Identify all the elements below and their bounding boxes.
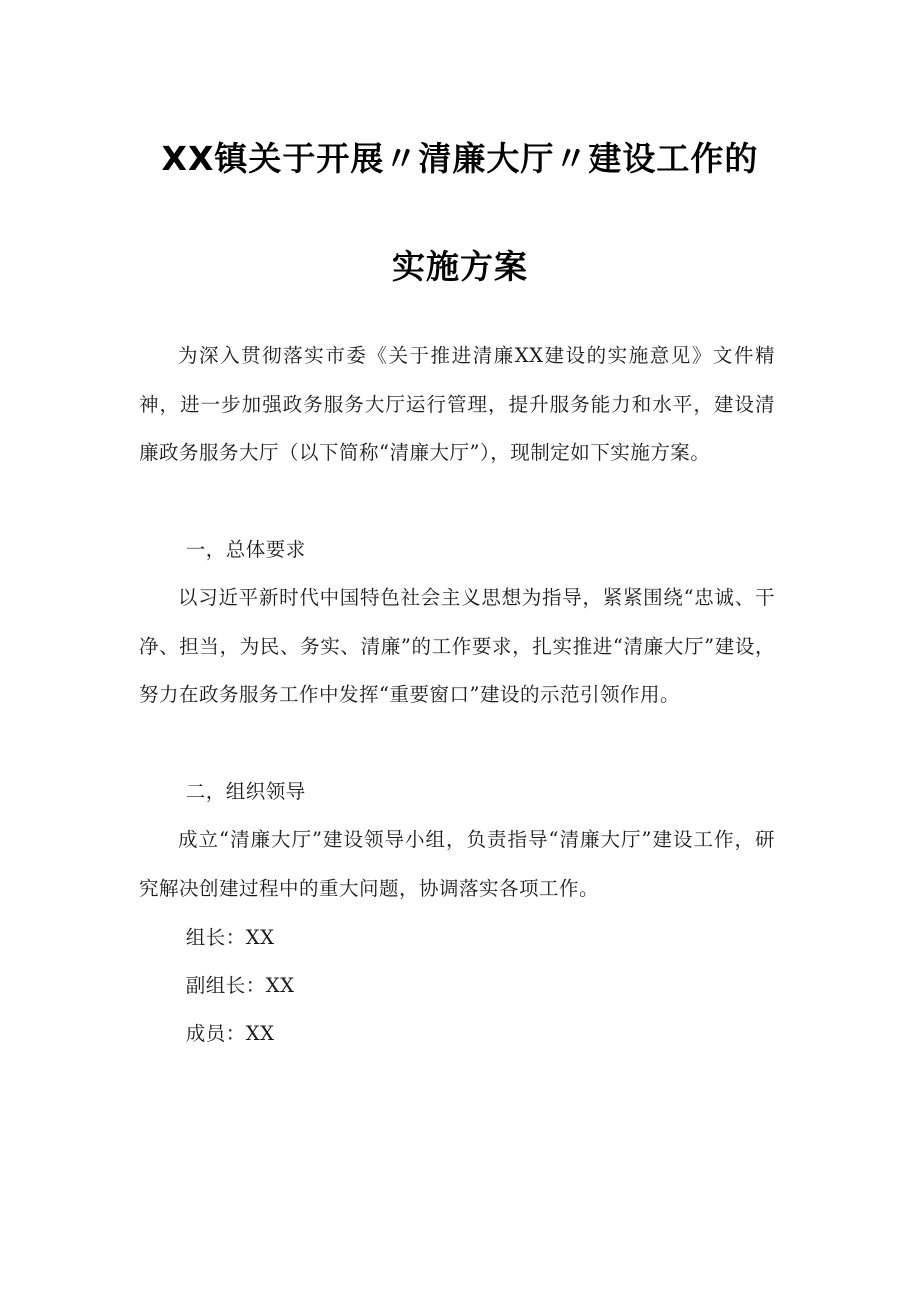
general-requirements-paragraph: 以习近平新时代中国特色社会主义思想为指导，紧紧围绕“忠诚、干净、担当，为民、务实、清廉”的工作要求，扎实推进“清廉大厅”建设，努力在政务服务工作中发挥“重要窗口”建设的示范引领作用。 xyxy=(139,586,775,706)
section-heading-organization-leadership: 二，组织领导 xyxy=(185,780,306,803)
document-title-line-2: 实施方案 xyxy=(392,247,528,286)
section-heading-general-requirements: 一，总体要求 xyxy=(185,538,306,561)
members-line: 成员：XX xyxy=(185,1022,275,1045)
intro-paragraph: 为深入贯彻落实市委《关于推进清廉XX建设的实施意见》文件精神，进一步加强政务服务大厅运行管理，提升服务能力和水平，建设清廉政务服务大厅（以下简称“清廉大厅”），现制定如下实施方案。 xyxy=(139,344,775,464)
document-title-line-1: XX镇关于开展〃清廉大厅〃建设工作的 xyxy=(161,139,759,178)
organization-leadership-paragraph: 成立“清廉大厅”建设领导小组，负责指导“清廉大厅”建设工作，研究解决创建过程中的重大问题，协调落实各项工作。 xyxy=(139,828,775,900)
group-leader-line: 组长：XX xyxy=(185,926,275,949)
deputy-leader-line: 副组长：XX xyxy=(185,974,295,997)
